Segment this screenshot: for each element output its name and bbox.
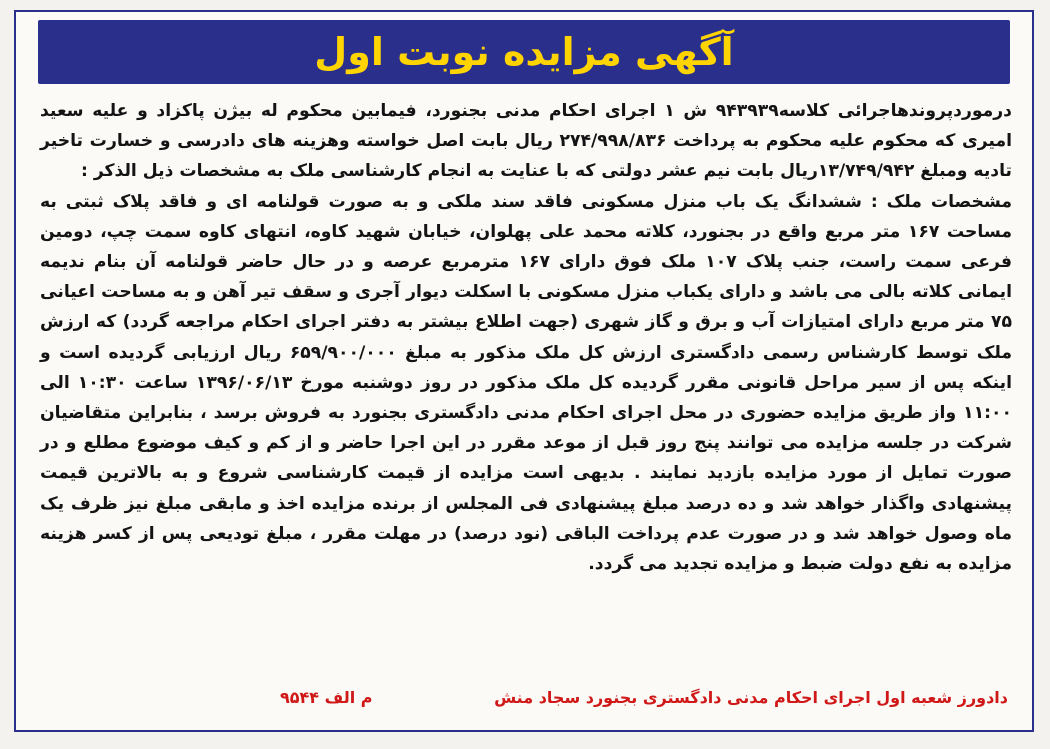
notice-frame [14, 10, 1034, 732]
notice-footer [40, 682, 1012, 712]
signer-line: دادورز شعبه اول اجرای احکام مدنی دادگستری بجنورد سجاد منش [494, 687, 1008, 707]
title-banner [38, 20, 1010, 84]
property-paragraph: مشخصات ملک : ششدانگ یک باب منزل مسکونی فاقد سند ملکی و به صورت قولنامه ای و فاقد پلاک ثبتی به مساحت ۱۶۷ متر مربع واقع در بجنورد، کلاته محمد علی پهلوان، خیابان شهید کاوه، انتهای کاوه سمت چپ، دومین فرعی سمت راست، جنب پلاک ۱۰۷ ملک فوق دارای ۱۶۷ مترمربع عرصه و در حال حاضر قولنامه آن بنام ندیمه ایمانی کلاته بالی می باشد و دارای یکباب منزل مسکونی با اسکلت دیوار آجری و سقف تیر آهن و به مساحت اعیانی ۷۵ متر مربع دارای امتیازات آب و برق و گاز شهری (جهت اطلاع بیشتر به دفتر اجرای احکام مراجعه گردد) که ارزش ملک توسط کارشناس رسمی دادگستری ارزش کل ملک مذکور به مبلغ ۶۵۹/۹۰۰/۰۰۰ ریال ارزیابی گردیده است و اینکه پس از سیر مراحل قانونی مقرر گردیده کل ملک مذکور در روز دوشنبه مورخ ۱۳۹۶/۰۶/۱۳ ساعت ۱۰:۳۰ الی ۱۱:۰۰ واز طریق مزایده حضوری در محل اجرای احکام مدنی دادگستری بجنورد به فروش برسد ، بنابراین متقاضیان شرکت در جلسه مزایده می توانند پنج روز قبل از موعد مقرر در این اجرا حاضر و از کم و کیف موضوع مطلع و در صورت تمایل از مورد مزایده بازدید نمایند . بدیهی است مزایده از قیمت کارشناسی شروع و به بالاترین قیمت پیشنهادی واگذار خواهد شد و ده درصد مبلغ پیشنهادی فی المجلس از برنده مزایده اخذ و مابقی مبلغ نیز ظرف یک ماه وصول خواهد شد و در صورت عدم پرداخت الباقی (نود درصد) در مهلت مقرر ، مبلغ تودیعی پس از کسر هزینه مزایده به نفع دولت ضبط و مزایده تجدید می گردد. [40, 191, 1013, 575]
notice-body [40, 96, 1012, 579]
intro-paragraph: درموردپروندهاجرائی کلاسه۹۴۳۹۳۹ ش ۱ اجرای احکام مدنی بجنورد، فیمابین محکوم له بیژن پاکزاد و علیه سعید امیری که محکوم علیه محکوم به پرداخت ۲۷۴/۹۹۸/۸۳۶ ریال بابت اصل خواسته وهزینه های دادرسی و خسارت تاخیر تادیه ومبلغ ۱۳/۷۴۹/۹۴۲ریال بابت نیم عشر دولتی که با عنایت به انجام کارشناسی ملک به مشخصات ذیل الذکر : [40, 101, 1012, 182]
reference-code: م الف ۹۵۴۴ [280, 687, 373, 707]
notice-title: آگهی مزایده نوبت اول [314, 30, 734, 74]
